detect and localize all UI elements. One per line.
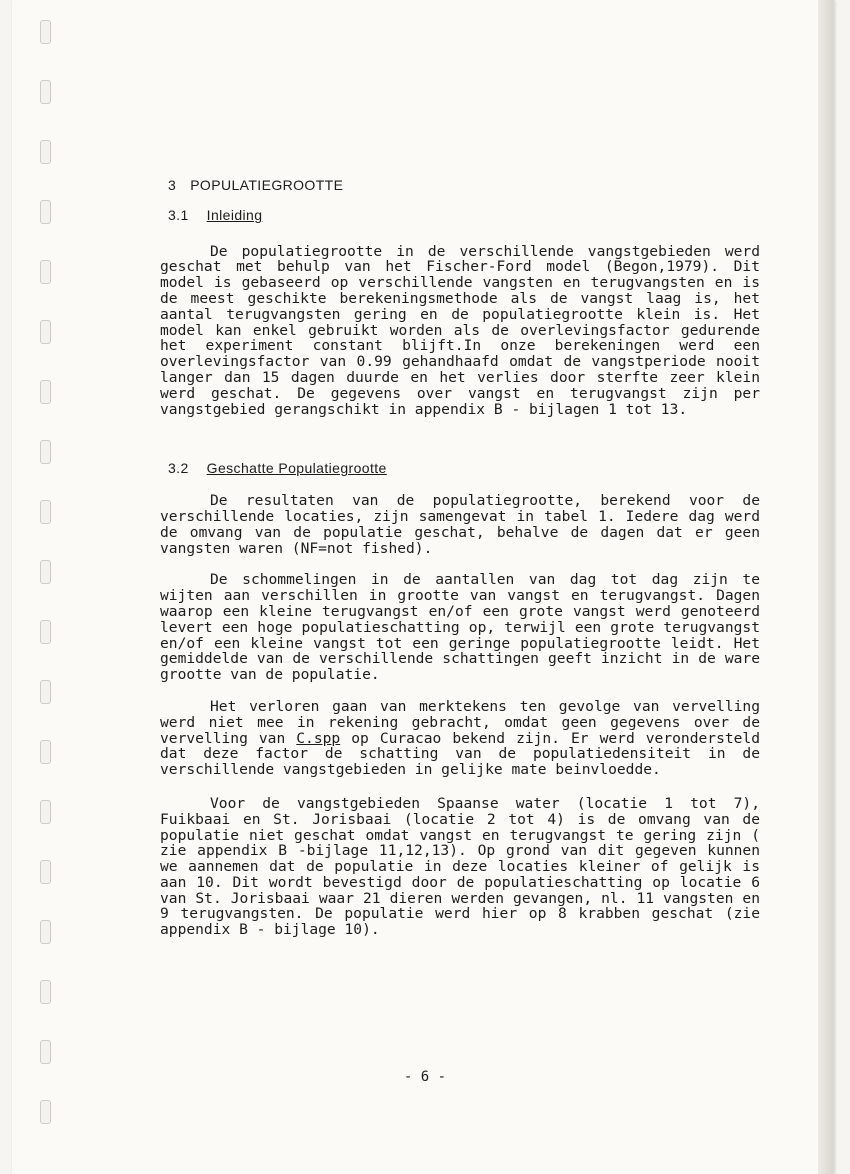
section-heading	[168, 178, 760, 194]
subsection-title: Geschatte Populatiegrootte	[206, 460, 387, 477]
page-content	[160, 178, 760, 954]
subsection-number: 3.2	[168, 460, 189, 477]
paragraph-resultaten: De resultaten van de populatiegrootte, berekend voor de verschillende locaties, zijn samengevat in tabel 1. Iedere dag werd de omvang van de populatie geschat, behalve de dagen dat er geen vangsten waren (NF=not fished).	[160, 492, 760, 557]
subsection-title: Inleiding	[206, 206, 263, 223]
paragraph-inleiding: De populatiegrootte in de verschillende vangstgebieden werd geschat met behulp van het Fischer-Ford model (Begon,1979). Dit model is gebaseerd op verschillende vangsten en terugvangsten en is de meest geschikte berekeningsmethode als de vangst laag is, het aantal terugvangsten gering en de populatiegrootte klein is. Het model kan enkel gebruikt worden als de overlevingsfactor gedurende het experiment constant blijft.In onze berekeningen werd een overlevingsfactor van 0.99 gehandhaafd omdat de vangstperiode nooit langer dan 15 dagen duurde en het verlies door sterfte zeer klein werd geschat. De gegevens over vangst en terugvangst zijn per vangstgebied gerangschikt in appendix B - bijlagen 1 tot 13.	[160, 242, 760, 418]
paragraph-vangstgebieden: Voor de vangstgebieden Spaanse water (locatie 1 tot 7), Fuikbaai en St. Jorisbaai (locatie 2 tot 4) is de omvang van de populatie niet geschat omdat vangst en terugvangst te gering zijn ( zie appendix B -bijlage 11,12,13). Op grond van dit gegeven kunnen we aannemen dat de populatie in deze locaties kleiner of gelijk is aan 10. Dit wordt bevestigd door de populatieschatting op locatie 6 van St. Jorisbaai waar 21 dieren werden gevangen, nl. 11 vangsten en 9 terugvangsten. De populatie werd hier op 8 krabben geschat (zie appendix B - bijlage 10).	[160, 794, 760, 939]
binding-holes	[40, 10, 52, 1160]
section-title: POPULATIEGROOTTE	[190, 177, 344, 193]
subsection-heading-inleiding	[168, 208, 760, 224]
paragraph-merktekens	[160, 699, 760, 778]
page-edge	[818, 0, 834, 1174]
subsection-number: 3.1	[168, 206, 189, 223]
species-name: C.spp	[296, 729, 341, 747]
text-run: op Curacao bekend zijn. Er werd verondersteld dat deze factor de schatting van de populatiedensiteit in de verschillende vangstgebieden in gelijke mate beinvloedde.	[160, 729, 760, 779]
subsection-heading-populatiegrootte	[168, 461, 760, 477]
page-number: - 6 -	[403, 1069, 447, 1085]
paragraph-schommelingen: De schommelingen in de aantallen van dag tot dag zijn te wijten aan verschillen in grootte van vangst en terugvangst. Dagen waarop een kleine terugvangst en/of een grote vangst werd genoteerd levert een hoge populatieschatting op, terwijl een grote terugvangst en/of een kleine vangst tot een geringe populatiegrootte leidt. Het gemiddelde van de verschillende schattingen geeft inzicht in de ware grootte van de populatie.	[160, 571, 760, 684]
section-number: 3	[168, 177, 177, 193]
text-run: Het verloren gaan van merktekens ten gevolge van vervelling werd niet mee in rekening gebracht, omdat geen gegevens over de vervelling van	[160, 697, 760, 747]
